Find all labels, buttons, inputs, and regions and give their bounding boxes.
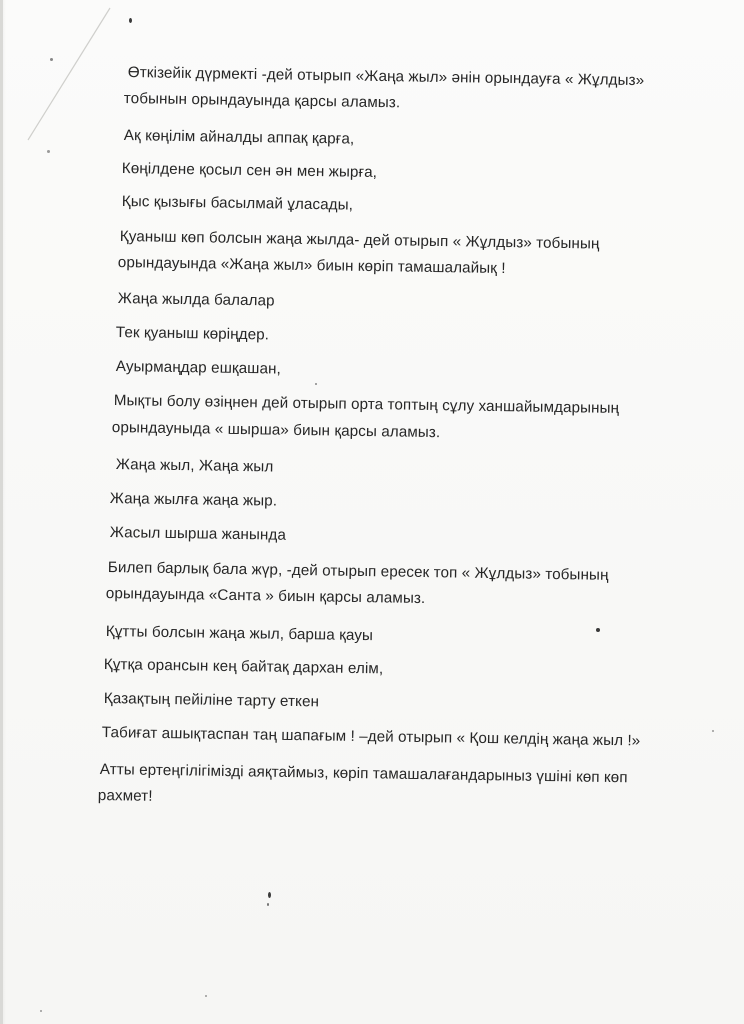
scan-speck xyxy=(268,892,271,898)
text-line-2: тобынын орындауында қарсы аламыз. xyxy=(123,90,401,112)
scan-speck xyxy=(712,730,714,732)
text-line-14: Жаңа жылға жаңа жыр. xyxy=(109,490,278,510)
text-line-1: Өткізейік дүрмекті -дей отырып «Жаңа жыл» әнін орындауға « Жұлдыз» xyxy=(127,64,645,90)
text-line-3: Ақ көңілім айналды аппақ қарға, xyxy=(123,127,355,148)
text-line-13: Жаңа жыл, Жаңа жыл xyxy=(115,456,274,476)
text-line-5: Қыс қызығы басылмай ұласады, xyxy=(121,193,354,214)
text-line-17: орындауында «Санта » биын қарсы аламыз. xyxy=(105,585,426,608)
scan-speck xyxy=(129,18,132,23)
scan-speck xyxy=(267,903,269,906)
text-line-18: Құтты болсын жаңа жыл, барша қауы xyxy=(105,623,374,645)
text-line-19: Құтқа орансын кең байтақ дархан елім, xyxy=(103,656,384,678)
text-line-9: Тек қуаныш көріңдер. xyxy=(115,324,270,344)
text-line-15: Жасыл шырша жанында xyxy=(109,524,287,544)
scan-speck xyxy=(315,383,317,385)
text-line-20: Қазақтың пейіліне тарту еткен xyxy=(103,690,320,711)
scan-speck xyxy=(50,58,53,61)
text-line-4: Көңілдене қосыл сен ән мен жырға, xyxy=(121,160,378,182)
text-line-21: Табиғат ашықтаспан таң шапағым ! –дей отырып « Қош келдің жаңа жыл !» xyxy=(101,724,641,750)
text-line-7: орындауында «Жаңа жыл» биын көріп тамашалайық ! xyxy=(117,254,506,278)
text-line-8: Жаңа жылда балалар xyxy=(117,290,275,310)
scan-speck xyxy=(40,1010,42,1012)
scan-speck xyxy=(47,150,50,153)
text-line-10: Ауырмаңдар ешқашан, xyxy=(115,358,282,378)
text-line-6: Қуаныш көп болсын жаңа жылда- дей отырып « Жұлдыз» тобының xyxy=(119,228,600,253)
text-line-16: Билеп барлық бала жүр, -дей отырып ересек топ « Жұлдыз» тобының xyxy=(107,559,609,584)
text-line-12: орындауныда « шырша» биын қарсы аламыз. xyxy=(111,419,441,442)
scan-speck xyxy=(205,995,207,997)
text-line-22: Атты ертеңгілігімізді аяқтаймыз, көріп тамашалағандарыныз үшіні көп көп xyxy=(99,761,628,787)
text-line-23: рахмет! xyxy=(97,787,153,805)
text-line-11: Мықты болу өзіңнен дей отырып орта топтың сұлу ханшайымдарының xyxy=(113,392,620,417)
scan-speck xyxy=(596,628,600,632)
